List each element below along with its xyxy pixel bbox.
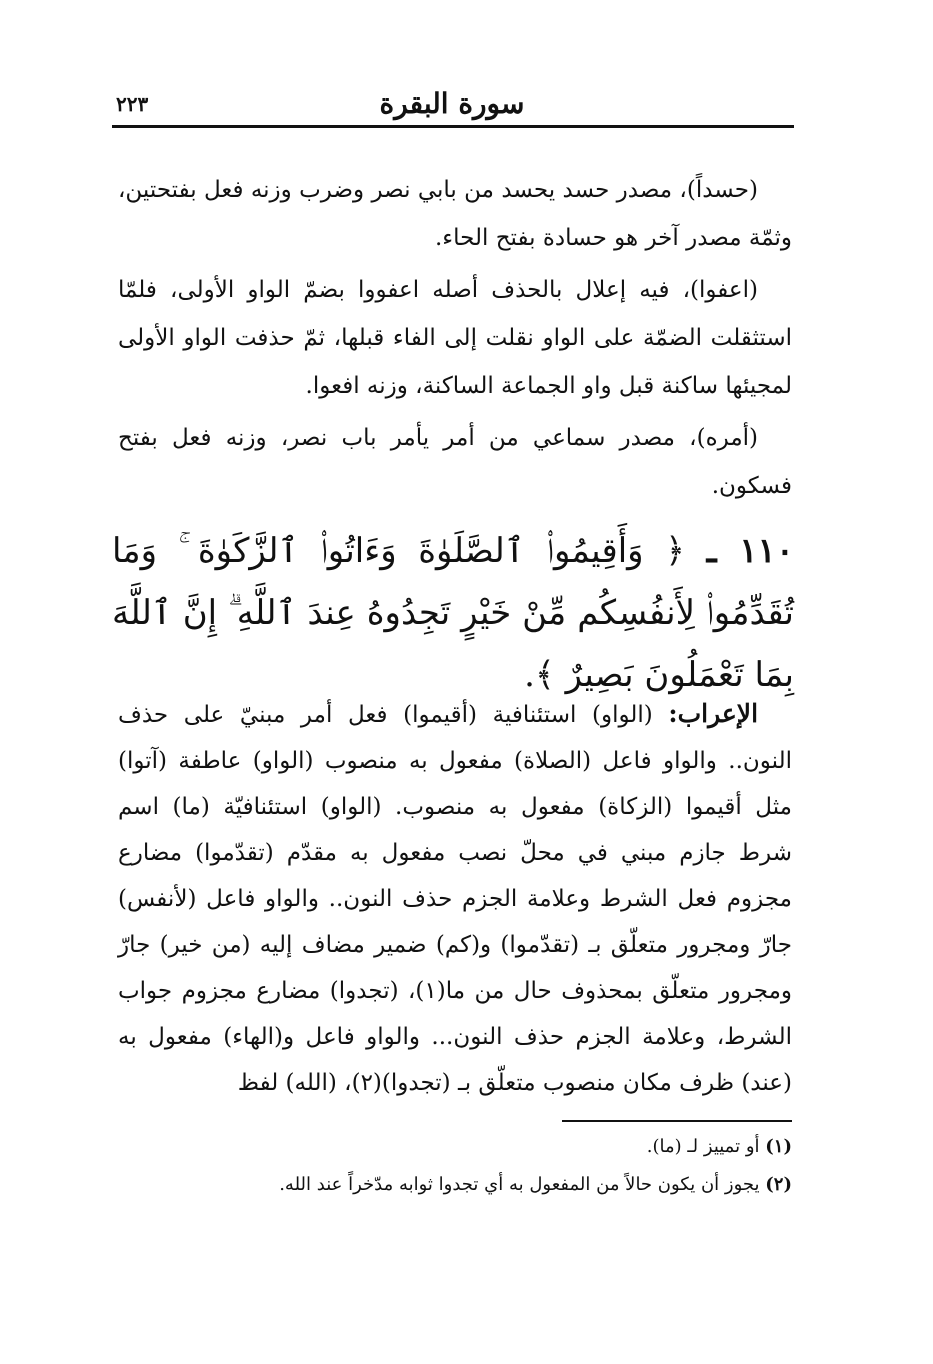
verse-number: ١١٠ ـ bbox=[706, 531, 794, 571]
analysis-text: (الواو) استئنافية (أقيموا) فعل أمر مبنيّ على حذف النون.. والواو فاعل (الصلاة) مفعول به منصوب (الواو) عاطفة (آتوا) مثل أقيموا (الزكاة) مفعول به منصوب. (الواو) استئنافيّة (ما) اسم شرط جازم مبني في محلّ نصب مفعول به مقدّم (تقدّموا) مضارع مجزوم فعل الشرط وعلامة الجزم حذف النون.. والواو فاعل (لأنفس) جارّ ومجرور متعلّق بـ (تقدّموا) و(كم) ضمير مضاف إليه (من خير) جارّ ومجرور متعلّق بمحذوف حال من ما(١)، (تجدوا) مضارع مجزوم جواب الشرط، وعلامة الجزم حذف النون... والواو فاعل و(الهاء) مفعول به (عند) ظرف مكان منصوب متعلّق بـ (تجدوا)(٢)، (الله) لفظ bbox=[118, 702, 792, 1096]
grammatical-analysis bbox=[118, 691, 792, 1106]
footnote-2 bbox=[118, 1166, 792, 1204]
analysis-heading: الإعراب: bbox=[668, 699, 759, 728]
note-paragraph-amrihi: (أمره)، مصدر سماعي من أمر يأمر باب نصر، وزنه فعل بفتح فسكون. bbox=[118, 425, 792, 499]
page-header bbox=[112, 82, 792, 126]
footnote-number: (٢) bbox=[765, 1174, 792, 1195]
footnotes bbox=[118, 1128, 792, 1204]
verse-text: ﴿ وَأَقِيمُوا۟ ٱلصَّلَوٰةَ وَءَاتُوا۟ ٱلزَّكَوٰةَ ۚ وَمَا تُقَدِّمُوا۟ لِأَنفُسِكُم مِّنْ خَيْرٍ تَجِدُوهُ عِندَ ٱللَّهِ ۗ إِنَّ ٱللَّهَ بِمَا تَعْمَلُونَ بَصِيرٌ ﴾. bbox=[112, 531, 794, 695]
header-divider bbox=[112, 125, 794, 128]
note-paragraph-hasadan: (حسداً)، مصدر حسد يحسد من بابي نصر وضرب وزنه فعل بفتحتين، وثمّة مصدر آخر هو حسادة بفتح الحاء. bbox=[118, 177, 792, 251]
page-number: ٢٢٣ bbox=[116, 92, 149, 116]
footnote-number: (١) bbox=[765, 1136, 792, 1157]
footnote-1 bbox=[118, 1128, 792, 1166]
quran-verse bbox=[112, 520, 794, 706]
surah-title: سورة البقرة bbox=[379, 87, 525, 120]
footnote-text: أو تمييز لـ (ما). bbox=[646, 1136, 760, 1157]
analysis-paragraph bbox=[118, 691, 792, 1106]
note-paragraph-iafu: (اعفوا)، فيه إعلال بالحذف أصله اعفووا بضمّ الواو الأولى، فلمّا استثقلت الضمّة على الواو نقلت إلى الفاء قبلها، ثمّ حذفت الواو الأولى لمجيئها ساكنة قبل واو الجماعة الساكنة، وزنه افعوا. bbox=[118, 277, 792, 399]
footnote-divider bbox=[562, 1120, 792, 1122]
morphology-notes bbox=[118, 166, 792, 514]
footnote-text: يجوز أن يكون حالاً من المفعول به أي تجدوا ثوابه مدّخراً عند الله. bbox=[279, 1174, 760, 1195]
